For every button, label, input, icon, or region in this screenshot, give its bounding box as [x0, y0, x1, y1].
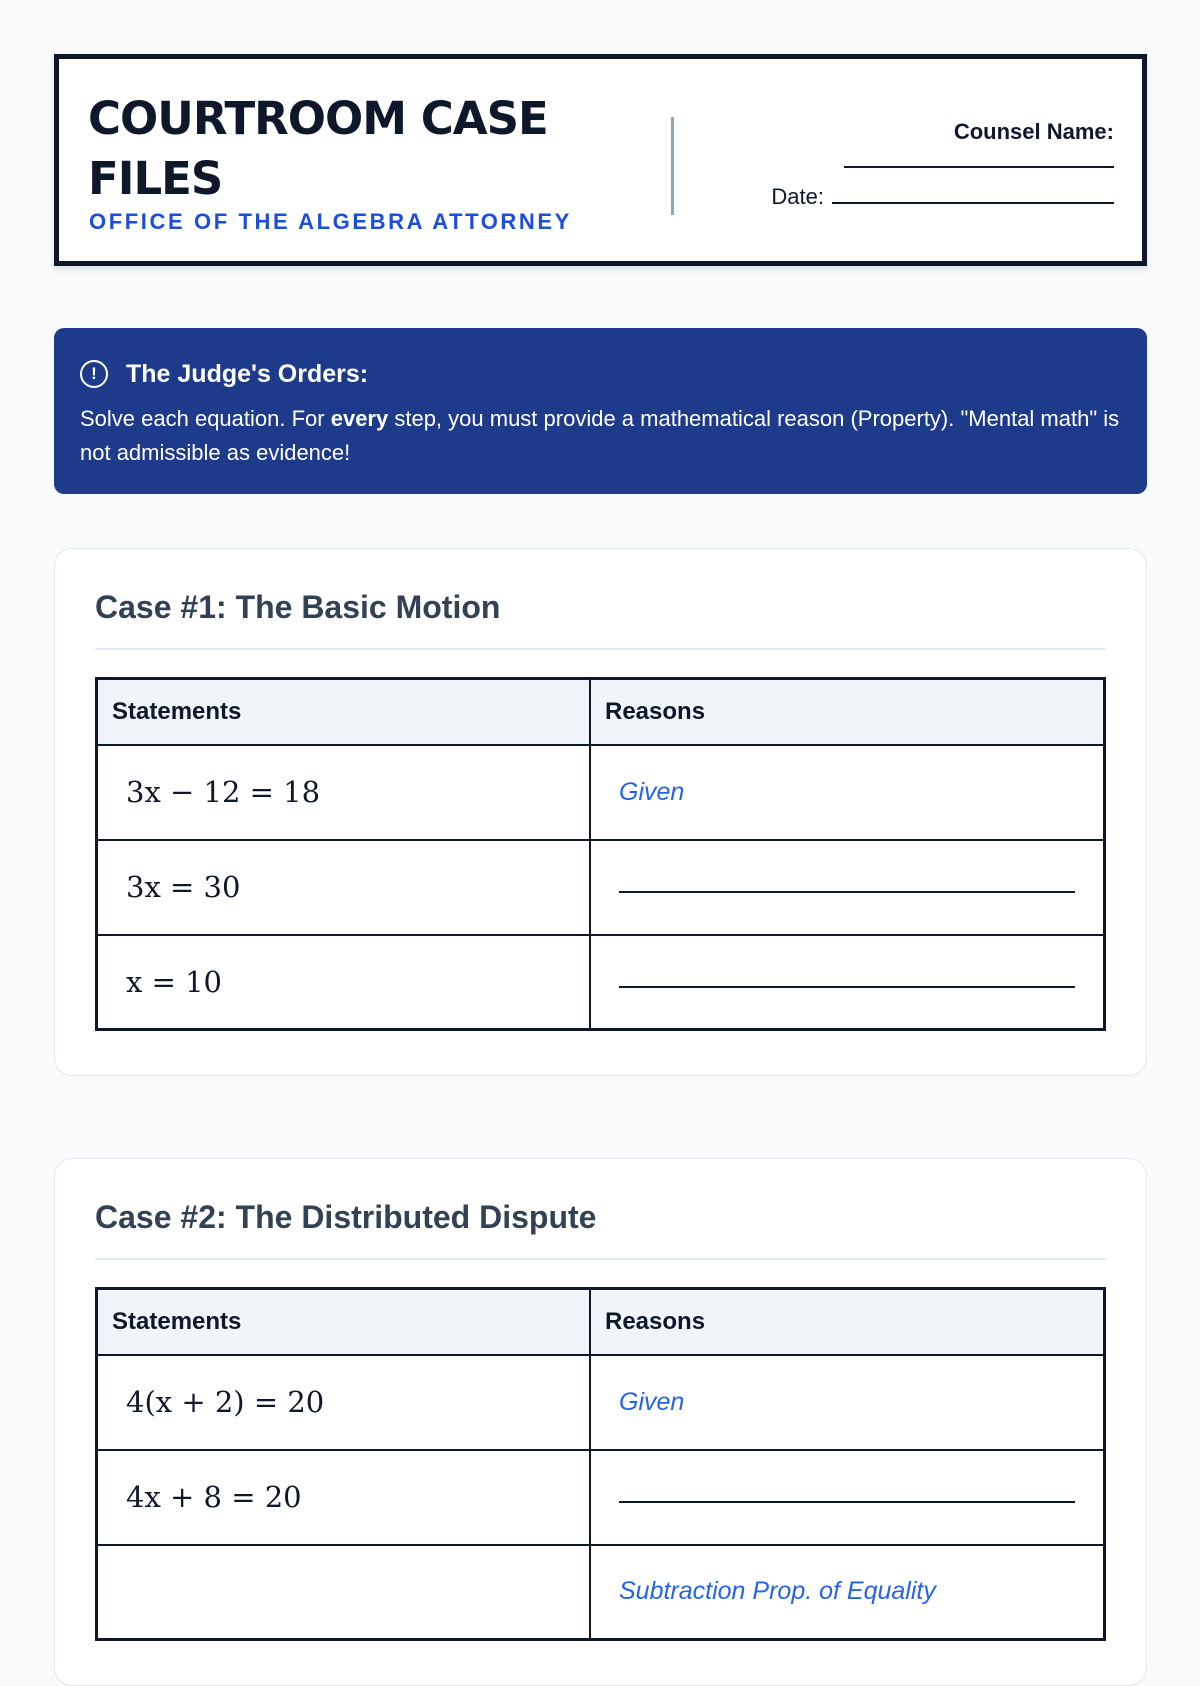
case-card-2 [54, 1158, 1147, 1686]
judges-orders-banner [54, 328, 1147, 494]
header-divider [671, 117, 674, 215]
table-row [97, 1450, 1105, 1545]
case-title: Case #1: The Basic Motion [95, 589, 501, 625]
table-row [97, 1355, 1105, 1450]
case-divider [95, 1258, 1106, 1260]
orders-title: The Judge's Orders: [126, 359, 369, 388]
orders-heading [80, 354, 1121, 394]
reason-blank-field[interactable] [619, 1501, 1075, 1503]
orders-body-emphasis: every [330, 406, 389, 431]
statement-cell [97, 840, 591, 935]
table-row [97, 745, 1105, 840]
column-header-reasons: Reasons [590, 679, 1105, 745]
statement-text: x = 10 [126, 964, 222, 999]
reason-cell [590, 1355, 1105, 1450]
counsel-name-field[interactable] [844, 166, 1114, 168]
case-title: Case #2: The Distributed Dispute [95, 1199, 597, 1235]
proof-table [95, 677, 1106, 1031]
statement-text: 4x + 8 = 20 [126, 1480, 302, 1514]
reason-cell [590, 1545, 1105, 1640]
worksheet-header [54, 54, 1147, 266]
column-header-statements: Statements [97, 679, 591, 745]
reason-given: Given [619, 777, 685, 806]
counsel-name-label: Counsel Name: [953, 119, 1114, 144]
statement-cell [97, 935, 591, 1030]
column-header-statements: Statements [97, 1289, 591, 1355]
statement-text: 4(x + 2) = 20 [126, 1385, 325, 1419]
proof-table [95, 1287, 1106, 1641]
orders-body [80, 402, 1121, 470]
reason-blank-field[interactable] [619, 986, 1075, 988]
reason-text: Subtraction Prop. of Equality [619, 1577, 936, 1606]
alert-circle-icon: ! [80, 360, 108, 388]
table-row [97, 935, 1105, 1030]
case-card-1 [54, 548, 1147, 1076]
statement-cell [97, 745, 591, 840]
reason-cell [590, 745, 1105, 840]
table-header-row [97, 679, 1105, 745]
case-divider [95, 648, 1106, 650]
table-row [97, 840, 1105, 935]
date-row [771, 184, 1114, 210]
page-subtitle: OFFICE OF THE ALGEBRA ATTORNEY [89, 209, 572, 234]
column-header-reasons: Reasons [590, 1289, 1105, 1355]
reason-cell [590, 1450, 1105, 1545]
table-row [97, 1545, 1105, 1640]
reason-blank-field[interactable] [619, 891, 1075, 893]
statement-cell [97, 1355, 591, 1450]
reason-cell [590, 935, 1105, 1030]
statement-text: 3x = 30 [126, 870, 241, 904]
orders-body-text-1: Solve each equation. For [80, 406, 331, 431]
statement-cell [97, 1450, 591, 1545]
page-title: COURTROOM CASE FILES [88, 92, 548, 205]
table-header-row [97, 1289, 1105, 1355]
statement-cell [97, 1545, 591, 1640]
orders-body-text-2: step, you must provide a mathematical reason (Property). "Mental math" is not admissible as evidence! [80, 406, 1120, 465]
statement-text: 3x − 12 = 18 [126, 775, 321, 809]
date-label: Date: [771, 184, 824, 209]
reason-given: Given [619, 1387, 685, 1416]
reason-cell [590, 840, 1105, 935]
date-field[interactable] [832, 202, 1114, 204]
